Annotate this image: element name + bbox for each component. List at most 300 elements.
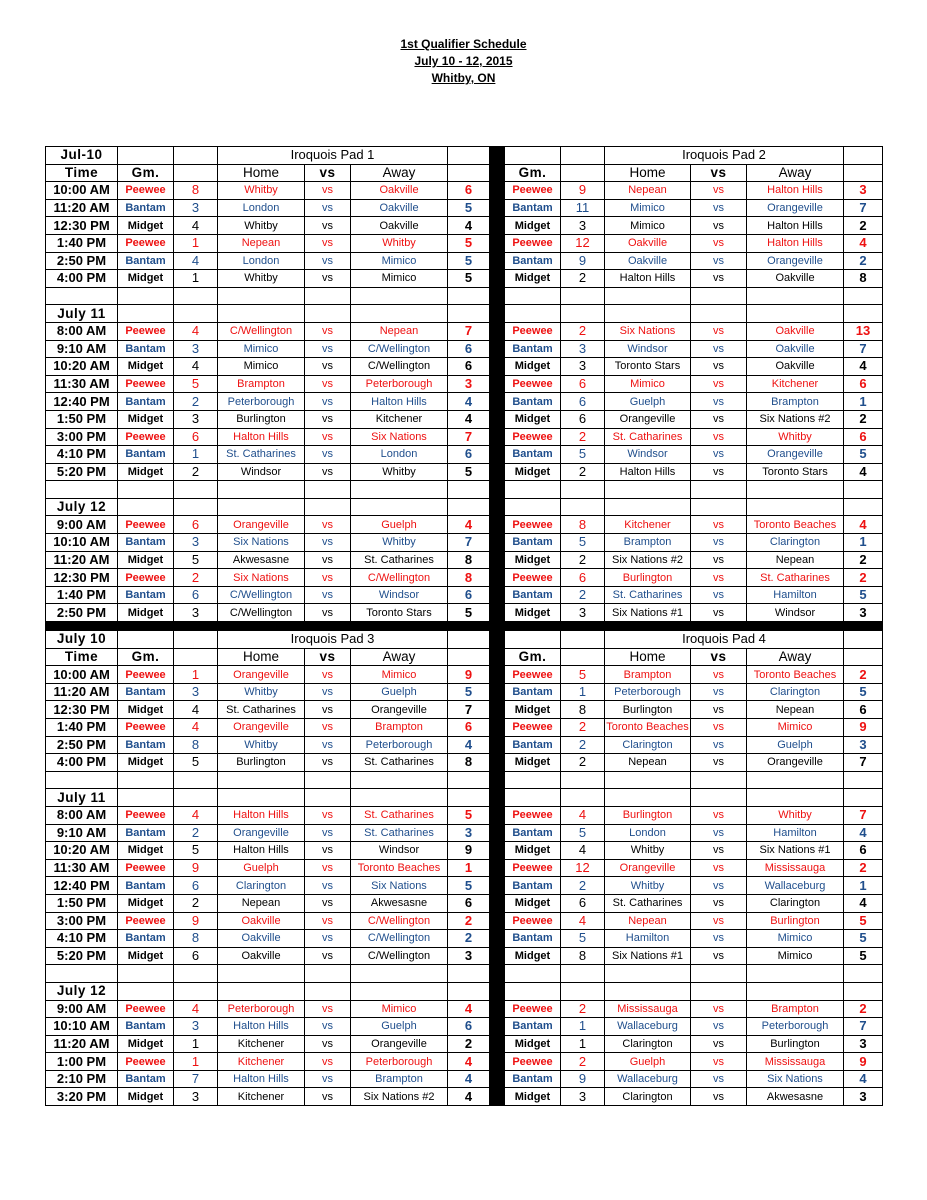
left-level: Midget xyxy=(118,754,174,772)
game-time: 9:10 AM xyxy=(46,824,118,842)
game-time: 10:10 AM xyxy=(46,534,118,552)
right-game-number: 6 xyxy=(561,410,605,428)
left-home-team: Whitby xyxy=(218,736,305,754)
spacer-cell xyxy=(561,771,605,789)
left-away-team: C/Wellington xyxy=(351,340,448,358)
left-home-team: C/Wellington xyxy=(218,322,305,340)
spacer-cell xyxy=(844,965,883,983)
left-score: 9 xyxy=(448,666,490,684)
spacer-cell xyxy=(351,481,448,499)
right-level: Midget xyxy=(505,463,561,481)
left-score: 6 xyxy=(448,358,490,376)
game-row xyxy=(46,463,883,481)
game-time: 11:20 AM xyxy=(46,683,118,701)
left-away-team: Orangeville xyxy=(351,701,448,719)
col-home: Home xyxy=(218,648,305,666)
left-level: Peewee xyxy=(118,912,174,930)
right-score: 3 xyxy=(844,604,883,622)
left-score: 3 xyxy=(448,375,490,393)
left-level: Bantam xyxy=(118,393,174,411)
spacer-cell xyxy=(561,965,605,983)
right-score: 8 xyxy=(844,270,883,288)
left-score: 9 xyxy=(448,842,490,860)
right-away-team: Brampton xyxy=(747,393,844,411)
right-home-team: Whitby xyxy=(605,842,691,860)
left-away-team: C/Wellington xyxy=(351,569,448,587)
blank-cell xyxy=(218,498,305,516)
right-vs: vs xyxy=(691,358,747,376)
right-score: 1 xyxy=(844,877,883,895)
blank-cell xyxy=(351,498,448,516)
col-gm: Gm. xyxy=(505,164,561,182)
spacer-cell xyxy=(448,481,490,499)
left-vs: vs xyxy=(305,1018,351,1036)
day-row xyxy=(46,147,883,165)
left-game-number: 1 xyxy=(174,270,218,288)
pad-separator xyxy=(490,147,505,622)
left-game-number: 5 xyxy=(174,842,218,860)
left-vs: vs xyxy=(305,516,351,534)
left-vs: vs xyxy=(305,586,351,604)
blank-cell xyxy=(505,789,561,807)
schedule-location: Whitby, ON xyxy=(431,71,496,85)
left-game-number: 3 xyxy=(174,199,218,217)
game-row xyxy=(46,754,883,772)
left-home-team: Halton Hills xyxy=(218,842,305,860)
right-home-team: Clarington xyxy=(605,1088,691,1106)
left-away-team: St. Catharines xyxy=(351,754,448,772)
game-row xyxy=(46,551,883,569)
left-away-team: Toronto Beaches xyxy=(351,859,448,877)
left-away-team: Peterborough xyxy=(351,736,448,754)
right-game-number: 2 xyxy=(561,322,605,340)
right-vs: vs xyxy=(691,270,747,288)
right-vs: vs xyxy=(691,806,747,824)
left-level: Midget xyxy=(118,604,174,622)
right-away-team: Toronto Beaches xyxy=(747,516,844,534)
left-level: Bantam xyxy=(118,877,174,895)
game-row xyxy=(46,586,883,604)
left-level: Peewee xyxy=(118,322,174,340)
right-game-number: 9 xyxy=(561,1070,605,1088)
left-game-number: 5 xyxy=(174,375,218,393)
right-home-team: Brampton xyxy=(605,666,691,684)
left-game-number: 3 xyxy=(174,1018,218,1036)
spacer-cell xyxy=(844,771,883,789)
left-vs: vs xyxy=(305,234,351,252)
left-away-team: London xyxy=(351,446,448,464)
right-level: Midget xyxy=(505,947,561,965)
left-away-team: Halton Hills xyxy=(351,393,448,411)
right-vs: vs xyxy=(691,930,747,948)
left-home-team: Six Nations xyxy=(218,569,305,587)
left-home-team: London xyxy=(218,252,305,270)
game-time: 10:20 AM xyxy=(46,842,118,860)
spacer-cell xyxy=(46,287,118,305)
right-level: Midget xyxy=(505,604,561,622)
left-level: Peewee xyxy=(118,234,174,252)
right-vs: vs xyxy=(691,569,747,587)
blank-cell xyxy=(448,164,490,182)
col-gm: Gm. xyxy=(118,164,174,182)
right-vs: vs xyxy=(691,1088,747,1106)
right-game-number: 11 xyxy=(561,199,605,217)
right-vs: vs xyxy=(691,551,747,569)
left-game-number: 6 xyxy=(174,947,218,965)
right-game-number: 12 xyxy=(561,859,605,877)
right-game-number: 1 xyxy=(561,1018,605,1036)
left-vs: vs xyxy=(305,393,351,411)
right-away-team: Windsor xyxy=(747,604,844,622)
spacer-cell xyxy=(747,287,844,305)
right-vs: vs xyxy=(691,604,747,622)
right-game-number: 3 xyxy=(561,358,605,376)
left-home-team: Peterborough xyxy=(218,393,305,411)
col-gm: Gm. xyxy=(118,648,174,666)
game-time: 9:00 AM xyxy=(46,1000,118,1018)
left-game-number: 3 xyxy=(174,410,218,428)
day-label: Jul-10 xyxy=(46,147,118,165)
right-level: Midget xyxy=(505,842,561,860)
left-level: Midget xyxy=(118,1035,174,1053)
blank-cell xyxy=(691,789,747,807)
right-home-team: Burlington xyxy=(605,701,691,719)
right-away-team: Akwesasne xyxy=(747,1088,844,1106)
right-away-team: Hamilton xyxy=(747,824,844,842)
left-score: 3 xyxy=(448,824,490,842)
left-away-team: Guelph xyxy=(351,516,448,534)
right-home-team: Toronto Stars xyxy=(605,358,691,376)
left-score: 6 xyxy=(448,586,490,604)
game-row xyxy=(46,824,883,842)
day-label: July 11 xyxy=(46,305,118,323)
left-score: 6 xyxy=(448,894,490,912)
left-home-team: Mimico xyxy=(218,358,305,376)
right-away-team: Hamilton xyxy=(747,586,844,604)
right-level: Peewee xyxy=(505,375,561,393)
right-level: Bantam xyxy=(505,1070,561,1088)
blank-cell xyxy=(561,789,605,807)
right-vs: vs xyxy=(691,877,747,895)
left-score: 5 xyxy=(448,463,490,481)
left-game-number: 1 xyxy=(174,1053,218,1071)
blank-cell xyxy=(448,305,490,323)
left-home-team: Mimico xyxy=(218,340,305,358)
pad-separator xyxy=(490,631,505,1106)
right-score: 7 xyxy=(844,340,883,358)
game-row xyxy=(46,736,883,754)
spacer-cell xyxy=(218,965,305,983)
right-vs: vs xyxy=(691,322,747,340)
left-level: Peewee xyxy=(118,666,174,684)
right-away-team: Orangeville xyxy=(747,446,844,464)
right-vs: vs xyxy=(691,894,747,912)
right-score: 5 xyxy=(844,947,883,965)
right-vs: vs xyxy=(691,1053,747,1071)
right-away-team: St. Catharines xyxy=(747,569,844,587)
spacer-cell xyxy=(605,771,691,789)
right-away-team: Nepean xyxy=(747,701,844,719)
left-away-team: Windsor xyxy=(351,586,448,604)
left-home-team: Peterborough xyxy=(218,1000,305,1018)
left-vs: vs xyxy=(305,463,351,481)
game-row xyxy=(46,719,883,737)
left-home-team: Whitby xyxy=(218,683,305,701)
spacer-cell xyxy=(174,771,218,789)
left-game-number: 4 xyxy=(174,358,218,376)
game-row xyxy=(46,666,883,684)
blank-cell xyxy=(844,789,883,807)
right-away-team: Brampton xyxy=(747,1000,844,1018)
right-vs: vs xyxy=(691,375,747,393)
left-home-team: Burlington xyxy=(218,754,305,772)
left-game-number: 1 xyxy=(174,666,218,684)
left-level: Bantam xyxy=(118,199,174,217)
spacer-cell xyxy=(351,965,448,983)
left-home-team: Burlington xyxy=(218,410,305,428)
game-time: 4:10 PM xyxy=(46,930,118,948)
column-header-row xyxy=(46,164,883,182)
left-home-team: Whitby xyxy=(218,270,305,288)
left-level: Midget xyxy=(118,1088,174,1106)
left-level: Peewee xyxy=(118,1053,174,1071)
right-score: 2 xyxy=(844,569,883,587)
left-home-team: Halton Hills xyxy=(218,1018,305,1036)
left-away-team: Six Nations xyxy=(351,428,448,446)
right-home-team: Clarington xyxy=(605,1035,691,1053)
right-score: 4 xyxy=(844,894,883,912)
left-away-team: Guelph xyxy=(351,1018,448,1036)
blank-cell xyxy=(691,305,747,323)
left-game-number: 8 xyxy=(174,736,218,754)
section-divider xyxy=(46,622,883,631)
right-away-team: Oakville xyxy=(747,340,844,358)
left-score: 8 xyxy=(448,754,490,772)
blank-cell xyxy=(561,648,605,666)
right-vs: vs xyxy=(691,534,747,552)
game-time: 12:30 PM xyxy=(46,569,118,587)
right-away-team: Clarington xyxy=(747,683,844,701)
left-away-team: St. Catharines xyxy=(351,551,448,569)
left-away-team: Six Nations #2 xyxy=(351,1088,448,1106)
right-level: Peewee xyxy=(505,666,561,684)
right-level: Bantam xyxy=(505,340,561,358)
left-away-team: Nepean xyxy=(351,322,448,340)
right-score: 5 xyxy=(844,912,883,930)
left-score: 2 xyxy=(448,912,490,930)
game-time: 3:00 PM xyxy=(46,912,118,930)
right-level: Bantam xyxy=(505,877,561,895)
left-away-team: Brampton xyxy=(351,719,448,737)
spacer-cell xyxy=(691,481,747,499)
right-level: Peewee xyxy=(505,234,561,252)
left-score: 6 xyxy=(448,182,490,200)
blank-cell xyxy=(844,164,883,182)
blank-cell xyxy=(448,648,490,666)
right-score: 4 xyxy=(844,358,883,376)
blank-cell xyxy=(174,648,218,666)
left-score: 5 xyxy=(448,199,490,217)
right-level: Bantam xyxy=(505,252,561,270)
blank-cell xyxy=(118,789,174,807)
left-vs: vs xyxy=(305,375,351,393)
left-game-number: 9 xyxy=(174,859,218,877)
left-home-team: Kitchener xyxy=(218,1053,305,1071)
right-score: 6 xyxy=(844,428,883,446)
left-away-team: C/Wellington xyxy=(351,358,448,376)
right-home-team: Kitchener xyxy=(605,516,691,534)
right-vs: vs xyxy=(691,182,747,200)
left-home-team: Oakville xyxy=(218,947,305,965)
right-score: 2 xyxy=(844,252,883,270)
game-row xyxy=(46,252,883,270)
left-score: 5 xyxy=(448,683,490,701)
right-game-number: 2 xyxy=(561,551,605,569)
left-away-team: Kitchener xyxy=(351,410,448,428)
right-home-team: Halton Hills xyxy=(605,463,691,481)
right-vs: vs xyxy=(691,719,747,737)
spacer-cell xyxy=(305,771,351,789)
right-level: Peewee xyxy=(505,182,561,200)
game-time: 1:50 PM xyxy=(46,894,118,912)
right-home-team: St. Catharines xyxy=(605,586,691,604)
left-vs: vs xyxy=(305,894,351,912)
right-home-team: Wallaceburg xyxy=(605,1070,691,1088)
left-home-team: Guelph xyxy=(218,859,305,877)
game-time: 4:00 PM xyxy=(46,270,118,288)
left-away-team: C/Wellington xyxy=(351,947,448,965)
blank-cell xyxy=(561,498,605,516)
right-score: 2 xyxy=(844,1000,883,1018)
right-score: 5 xyxy=(844,586,883,604)
blank-cell xyxy=(505,982,561,1000)
right-vs: vs xyxy=(691,736,747,754)
right-score: 6 xyxy=(844,375,883,393)
blank-cell xyxy=(174,305,218,323)
right-score: 9 xyxy=(844,719,883,737)
right-score: 2 xyxy=(844,217,883,235)
left-score: 6 xyxy=(448,340,490,358)
right-away-team: Orangeville xyxy=(747,252,844,270)
left-score: 4 xyxy=(448,1088,490,1106)
col-vs: vs xyxy=(691,648,747,666)
blank-cell xyxy=(448,631,490,649)
left-game-number: 1 xyxy=(174,446,218,464)
game-time: 11:30 AM xyxy=(46,859,118,877)
blank-cell xyxy=(305,789,351,807)
spacer-cell xyxy=(305,481,351,499)
right-score: 3 xyxy=(844,1088,883,1106)
left-away-team: Mimico xyxy=(351,666,448,684)
right-vs: vs xyxy=(691,393,747,411)
right-level: Midget xyxy=(505,701,561,719)
left-game-number: 2 xyxy=(174,463,218,481)
col-home: Home xyxy=(605,164,691,182)
left-game-number: 5 xyxy=(174,754,218,772)
left-level: Peewee xyxy=(118,859,174,877)
right-away-team: Orangeville xyxy=(747,199,844,217)
left-game-number: 9 xyxy=(174,912,218,930)
blank-cell xyxy=(448,498,490,516)
spacer-cell xyxy=(118,481,174,499)
right-vs: vs xyxy=(691,516,747,534)
right-game-number: 6 xyxy=(561,569,605,587)
left-level: Bantam xyxy=(118,1070,174,1088)
game-row xyxy=(46,569,883,587)
blank-cell xyxy=(844,147,883,165)
col-away: Away xyxy=(747,648,844,666)
right-level: Midget xyxy=(505,1035,561,1053)
col-gm: Gm. xyxy=(505,648,561,666)
spacer-row xyxy=(46,481,883,499)
blank-cell xyxy=(118,305,174,323)
left-home-team: St. Catharines xyxy=(218,446,305,464)
game-row xyxy=(46,199,883,217)
spacer-cell xyxy=(844,481,883,499)
game-time: 10:00 AM xyxy=(46,182,118,200)
left-pad-name: Iroquois Pad 1 xyxy=(218,147,448,165)
right-away-team: Kitchener xyxy=(747,375,844,393)
blank-cell xyxy=(505,147,561,165)
blank-cell xyxy=(218,789,305,807)
right-away-team: Six Nations xyxy=(747,1070,844,1088)
right-away-team: Mississauga xyxy=(747,1053,844,1071)
col-away: Away xyxy=(351,648,448,666)
left-away-team: Peterborough xyxy=(351,1053,448,1071)
right-game-number: 6 xyxy=(561,894,605,912)
left-vs: vs xyxy=(305,199,351,217)
left-level: Midget xyxy=(118,410,174,428)
spacer-cell xyxy=(174,965,218,983)
game-time: 11:20 AM xyxy=(46,1035,118,1053)
right-score: 2 xyxy=(844,666,883,684)
right-vs: vs xyxy=(691,428,747,446)
left-score: 5 xyxy=(448,877,490,895)
right-away-team: Halton Hills xyxy=(747,182,844,200)
right-score: 5 xyxy=(844,683,883,701)
left-home-team: Halton Hills xyxy=(218,1070,305,1088)
right-score: 7 xyxy=(844,1018,883,1036)
spacer-cell xyxy=(174,481,218,499)
right-away-team: Clarington xyxy=(747,534,844,552)
right-score: 3 xyxy=(844,736,883,754)
left-home-team: C/Wellington xyxy=(218,604,305,622)
left-away-team: Toronto Stars xyxy=(351,604,448,622)
right-level: Midget xyxy=(505,358,561,376)
right-home-team: Toronto Beaches xyxy=(605,719,691,737)
right-level: Midget xyxy=(505,410,561,428)
right-vs: vs xyxy=(691,586,747,604)
left-vs: vs xyxy=(305,1088,351,1106)
left-game-number: 2 xyxy=(174,824,218,842)
blank-cell xyxy=(605,498,691,516)
left-game-number: 6 xyxy=(174,516,218,534)
right-level: Bantam xyxy=(505,586,561,604)
right-away-team: Six Nations #1 xyxy=(747,842,844,860)
left-vs: vs xyxy=(305,1070,351,1088)
blank-cell xyxy=(844,498,883,516)
left-score: 8 xyxy=(448,569,490,587)
left-home-team: Whitby xyxy=(218,217,305,235)
left-game-number: 2 xyxy=(174,894,218,912)
right-vs: vs xyxy=(691,463,747,481)
right-home-team: Windsor xyxy=(605,446,691,464)
left-level: Bantam xyxy=(118,340,174,358)
game-row xyxy=(46,375,883,393)
game-time: 3:20 PM xyxy=(46,1088,118,1106)
left-level: Bantam xyxy=(118,534,174,552)
left-level: Midget xyxy=(118,842,174,860)
